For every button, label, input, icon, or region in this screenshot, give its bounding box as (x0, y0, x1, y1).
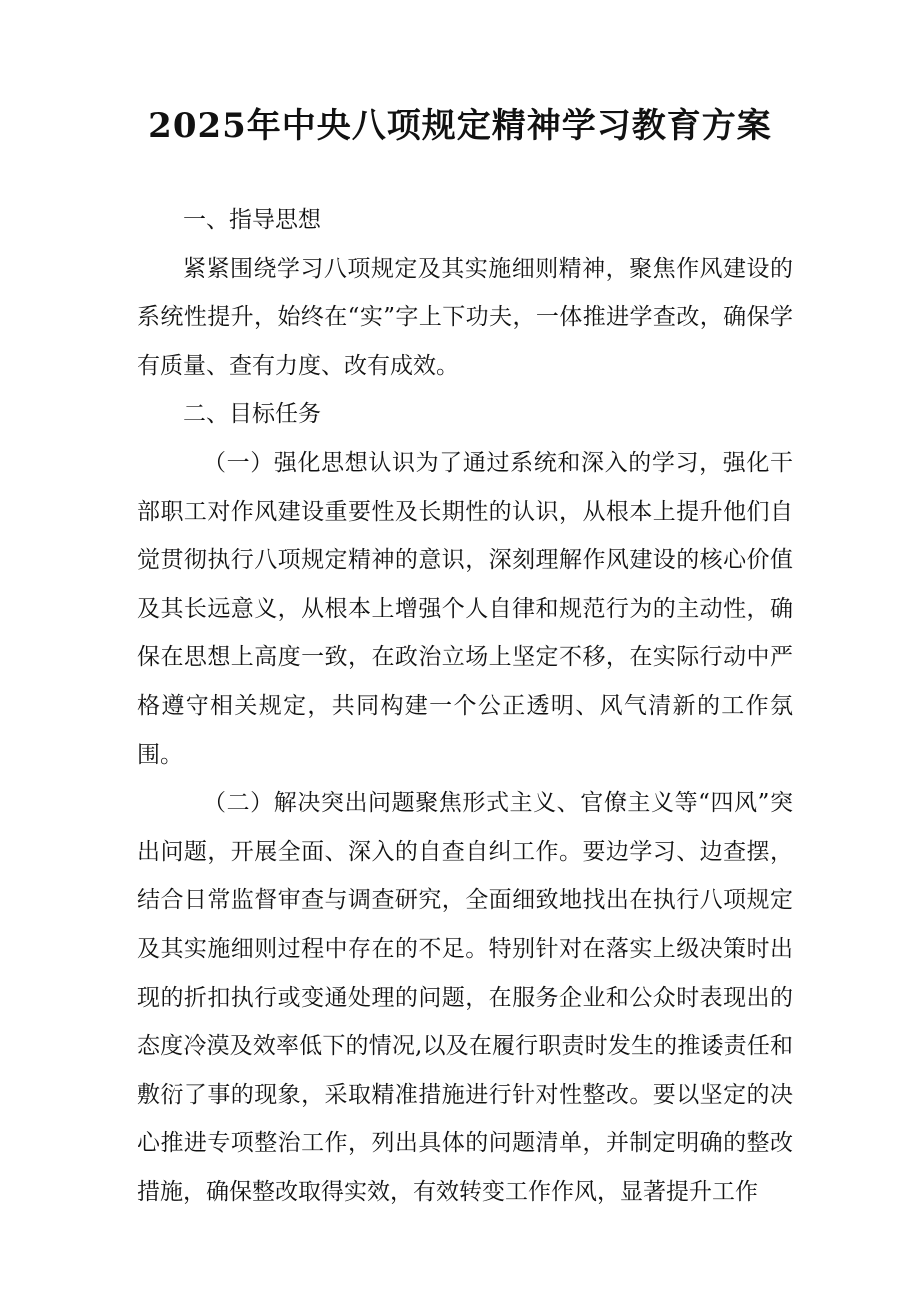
paragraph-solve-problems: （二）解决突出问题聚焦形式主义、官僚主义等“四风”突出问题，开展全面、深入的自查自纠工作。要边学习、边查摆，结合日常监督审查与调查研究，全面细致地找出在执行八项规定及其实施细则过程中存在的不足。特别针对在落实上级决策时出现的折扣执行或变通处理的问题，在服务企业和公众时表现出的态度冷漠及效率低下的情况,以及在履行职责时发生的推诿责任和敷衍了事的现象，采取精准措施进行针对性整改。要以坚定的决心推进专项整治工作，列出具体的问题清单，并制定明确的整改措施，确保整改取得实效，有效转变工作作风，显著提升工作 (137, 790, 793, 1205)
paragraph-strengthen-awareness: （一）强化思想认识为了通过系统和深入的学习，强化干部职工对作风建设重要性及长期性的认识，从根本上提升他们自觉贯彻执行八项规定精神的意识，深刻理解作风建设的核心价值及其长远意义，从根本上增强个人自律和规范行为的主动性，确保在思想上高度一致，在政治立场上坚定不移，在实际行动中严格遵守相关规定，共同构建一个公正透明、风气清新的工作氛围。 (137, 449, 793, 768)
document-title: 2025年中央八项规定精神学习教育方案 (148, 106, 772, 146)
section-heading-goals-tasks: 二、目标任务 (183, 401, 321, 428)
paragraph-guiding-thought: 紧紧围绕学习八项规定及其实施细则精神，聚焦作风建设的系统性提升，始终在“实”字上下功夫，一体推进学查改，确保学有质量、查有力度、改有成效。 (137, 255, 793, 379)
document-body (137, 196, 793, 1216)
section-heading-guiding-thought: 一、指导思想 (183, 207, 321, 233)
